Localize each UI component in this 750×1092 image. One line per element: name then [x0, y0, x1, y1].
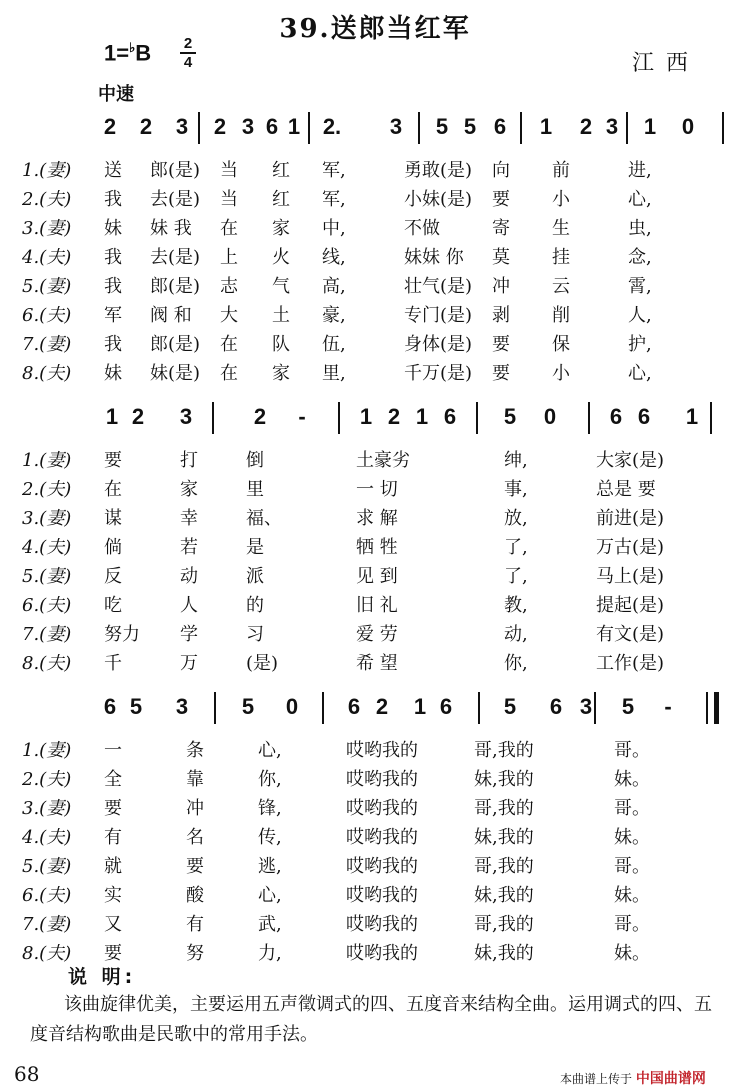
note: 5	[503, 404, 517, 429]
lyric-syllable: 学	[180, 624, 198, 645]
note: 0	[285, 694, 299, 719]
lyric-syllable: 心,	[628, 189, 652, 210]
note: 1	[643, 114, 657, 139]
note: 5	[241, 694, 255, 719]
lyric-syllable: 反	[104, 566, 122, 587]
barline	[322, 692, 324, 724]
lyric-syllable: 哎哟我的	[346, 914, 418, 935]
lyric-syllable: 条	[186, 740, 204, 761]
lyric-syllable: 妹。	[614, 885, 650, 906]
lyric-syllable: 进,	[628, 160, 652, 181]
lyric-syllable: 气	[272, 276, 290, 297]
note: 3	[389, 114, 403, 139]
lyric-syllable: 里	[246, 479, 264, 500]
verse-number: 5.(妻)	[22, 856, 72, 877]
lyric-line	[0, 591, 750, 619]
lyric-syllable: 动	[180, 566, 198, 587]
lyric-syllable: 冲	[492, 276, 510, 297]
verse-number: 3.(妻)	[22, 218, 72, 239]
lyric-syllable: 线,	[322, 247, 346, 268]
lyric-syllable: 就	[104, 856, 122, 877]
note: 6	[265, 114, 279, 139]
lyric-syllable: 家	[272, 218, 290, 239]
lyric-syllable: 红	[272, 160, 290, 181]
note: 0	[543, 404, 557, 429]
verse-number: 4.(夫)	[22, 247, 72, 268]
lyric-syllable: 旧 礼	[356, 595, 398, 616]
page-number: 68	[14, 1062, 40, 1086]
lyric-syllable: 军,	[322, 189, 346, 210]
lyric-syllable: 提起(是)	[596, 595, 665, 616]
lyric-syllable: 阀 和	[150, 305, 192, 326]
key-prefix: 1=	[104, 40, 130, 66]
note: 6	[609, 404, 623, 429]
lyric-syllable: 求 解	[356, 508, 398, 529]
lyric-syllable: 火	[272, 247, 290, 268]
lyric-syllable: 要	[186, 856, 204, 877]
lyric-syllable: 一	[104, 740, 122, 761]
lyric-line	[0, 852, 750, 880]
verse-number: 1.(妻)	[22, 740, 72, 761]
lyric-syllable: 要	[104, 798, 122, 819]
lyric-syllable: 绅,	[504, 450, 528, 471]
note: 3	[241, 114, 255, 139]
lyric-syllable: 习	[246, 624, 264, 645]
note: -	[298, 404, 306, 429]
verse-number: 6.(夫)	[22, 885, 72, 906]
lyric-syllable: 牺 牲	[356, 537, 398, 558]
meter-top: 2	[183, 35, 193, 52]
lyric-line	[0, 736, 750, 764]
barline	[588, 402, 590, 434]
lyric-syllable: 妹。	[614, 827, 650, 848]
tempo-marking: 中速	[98, 84, 134, 105]
lyric-syllable: 妹。	[614, 943, 650, 964]
verse-number: 7.(妻)	[22, 334, 72, 355]
lyric-syllable: 我	[104, 334, 122, 355]
lyric-syllable: 心,	[258, 885, 282, 906]
lyric-syllable: 身体(是)	[404, 334, 473, 355]
lyric-syllable: 哎哟我的	[346, 769, 418, 790]
barline	[706, 692, 708, 724]
note: 0	[681, 114, 695, 139]
lyric-syllable: 哥,我的	[474, 856, 534, 877]
note: 6	[103, 694, 117, 719]
lyric-syllable: 哥,我的	[474, 740, 534, 761]
lyric-syllable: 在	[220, 334, 238, 355]
lyric-syllable: 霄,	[628, 276, 652, 297]
explanation-label: 说 明:	[68, 966, 137, 988]
note: 5	[129, 694, 143, 719]
lyric-syllable: 我	[104, 189, 122, 210]
lyric-line	[0, 446, 750, 474]
lyric-syllable: 小	[552, 363, 570, 384]
lyric-syllable: 我	[104, 276, 122, 297]
verse-number: 3.(妻)	[22, 508, 72, 529]
region-label: 江西	[632, 51, 701, 76]
lyric-syllable: 寄	[492, 218, 510, 239]
verse-number: 5.(妻)	[22, 566, 72, 587]
lyric-syllable: 家	[180, 479, 198, 500]
lyric-line	[0, 881, 750, 909]
lyric-syllable: 力,	[258, 943, 282, 964]
note: 2.	[322, 114, 342, 139]
lyric-syllable: 不做	[404, 218, 440, 239]
lyric-syllable: 哥。	[614, 914, 650, 935]
barline	[626, 112, 628, 144]
lyric-syllable: 护,	[628, 334, 652, 355]
lyric-syllable: 大	[220, 305, 238, 326]
lyric-syllable: 马上(是)	[596, 566, 665, 587]
lyric-syllable: 哥,我的	[474, 798, 534, 819]
note: 1	[287, 114, 301, 139]
lyric-syllable: 壮气(是)	[404, 276, 473, 297]
lyric-syllable: 前	[552, 160, 570, 181]
verse-number: 7.(妻)	[22, 914, 72, 935]
lyric-syllable: 靠	[186, 769, 204, 790]
watermark	[560, 1068, 706, 1088]
note: 6	[549, 694, 563, 719]
lyric-syllable: 锋,	[258, 798, 282, 819]
verse-number: 1.(妻)	[22, 160, 72, 181]
barline	[418, 112, 420, 144]
lyric-syllable: 传,	[258, 827, 282, 848]
lyric-line	[0, 562, 750, 590]
key-tonic: B	[135, 40, 152, 66]
verse-number: 8.(夫)	[22, 943, 72, 964]
lyric-syllable: 专门(是)	[404, 305, 473, 326]
lyric-syllable: 郎(是)	[150, 276, 201, 297]
lyric-line	[0, 823, 750, 851]
verse-number: 4.(夫)	[22, 537, 72, 558]
note: 5	[503, 694, 517, 719]
lyric-syllable: 小	[552, 189, 570, 210]
lyric-syllable: 哥。	[614, 798, 650, 819]
lyric-syllable: 向	[492, 160, 510, 181]
lyric-syllable: 念,	[628, 247, 652, 268]
lyric-syllable: 千	[104, 653, 122, 674]
lyric-syllable: 高,	[322, 276, 346, 297]
lyric-syllable: 妹	[104, 218, 122, 239]
note: 6	[443, 404, 457, 429]
lyric-syllable: 逃,	[258, 856, 282, 877]
time-signature	[178, 36, 198, 70]
lyric-syllable: 工作(是)	[596, 653, 665, 674]
staff-2	[0, 394, 750, 444]
verse-number: 1.(妻)	[22, 450, 72, 471]
lyric-syllable: 有文(是)	[596, 624, 665, 645]
note: 2	[387, 404, 401, 429]
lyric-syllable: 在	[104, 479, 122, 500]
note: 6	[347, 694, 361, 719]
lyric-syllable: 队	[272, 334, 290, 355]
lyric-syllable: 心,	[258, 740, 282, 761]
lyric-syllable: 送	[104, 160, 122, 181]
lyric-line	[0, 533, 750, 561]
note: 3	[605, 114, 619, 139]
lyric-syllable: (是)	[246, 653, 279, 674]
lyric-syllable: 倒	[246, 450, 264, 471]
lyric-syllable: 军	[104, 305, 122, 326]
lyric-syllable: 希 望	[356, 653, 398, 674]
barline	[308, 112, 310, 144]
lyric-line	[0, 649, 750, 677]
lyric-syllable: 福、	[246, 508, 282, 529]
lyric-syllable: 莫	[492, 247, 510, 268]
lyric-line	[0, 359, 750, 387]
lyric-syllable: 土豪劣	[356, 450, 410, 471]
lyric-syllable: 人	[180, 595, 198, 616]
lyric-syllable: 放,	[504, 508, 528, 529]
lyric-syllable: 保	[552, 334, 570, 355]
lyric-syllable: 大家(是)	[596, 450, 665, 471]
note: 3	[579, 694, 593, 719]
note: 1	[359, 404, 373, 429]
key-signature	[104, 40, 151, 66]
verse-number: 6.(夫)	[22, 305, 72, 326]
note: 2	[253, 404, 267, 429]
lyric-syllable: 里,	[322, 363, 346, 384]
lyric-syllable: 伍,	[322, 334, 346, 355]
lyric-syllable: 要	[492, 334, 510, 355]
lyric-syllable: 云	[552, 276, 570, 297]
lyric-syllable: 了,	[504, 566, 528, 587]
lyric-syllable: 郎(是)	[150, 334, 201, 355]
lyric-syllable: 实	[104, 885, 122, 906]
lyric-line	[0, 475, 750, 503]
lyric-syllable: 妹,我的	[474, 827, 534, 848]
lyric-syllable: 心,	[628, 363, 652, 384]
barline	[722, 112, 724, 144]
lyric-syllable: 努力	[104, 624, 140, 645]
lyric-syllable: 万	[180, 653, 198, 674]
note: 5	[621, 694, 635, 719]
lyric-line	[0, 794, 750, 822]
lyric-line	[0, 620, 750, 648]
lyric-syllable: 小妹(是)	[404, 189, 473, 210]
lyric-line	[0, 301, 750, 329]
lyric-syllable: 红	[272, 189, 290, 210]
lyric-syllable: 哎哟我的	[346, 856, 418, 877]
staff-1	[0, 104, 750, 154]
lyric-syllable: 中,	[322, 218, 346, 239]
watermark-brand: 中国曲谱网	[635, 1071, 706, 1087]
lyric-syllable: 万古(是)	[596, 537, 665, 558]
lyric-syllable: 当	[220, 189, 238, 210]
note: 5	[435, 114, 449, 139]
lyric-syllable: 谋	[104, 508, 122, 529]
lyric-syllable: 酸	[186, 885, 204, 906]
note: 1	[105, 404, 119, 429]
lyric-syllable: 的	[246, 595, 264, 616]
note: 3	[175, 694, 189, 719]
note: -	[664, 694, 672, 719]
barline	[710, 402, 712, 434]
lyric-syllable: 在	[220, 363, 238, 384]
note: 1	[415, 404, 429, 429]
lyric-syllable: 努	[186, 943, 204, 964]
barline	[520, 112, 522, 144]
lyric-syllable: 哥,我的	[474, 914, 534, 935]
lyric-syllable: 生	[552, 218, 570, 239]
lyric-syllable: 全	[104, 769, 122, 790]
note: 5	[463, 114, 477, 139]
lyric-syllable: 你,	[504, 653, 528, 674]
barline	[338, 402, 340, 434]
lyric-line	[0, 272, 750, 300]
verse-number: 4.(夫)	[22, 827, 72, 848]
lyric-syllable: 妹	[104, 363, 122, 384]
lyric-syllable: 要	[104, 943, 122, 964]
barline	[478, 692, 480, 724]
lyric-syllable: 吃	[104, 595, 122, 616]
lyric-syllable: 我	[104, 247, 122, 268]
lyric-syllable: 了,	[504, 537, 528, 558]
verse-number: 7.(妻)	[22, 624, 72, 645]
lyric-syllable: 妹,我的	[474, 943, 534, 964]
lyric-syllable: 妹 我	[150, 218, 192, 239]
lyric-syllable: 挂	[552, 247, 570, 268]
lyric-syllable: 哥。	[614, 740, 650, 761]
lyric-syllable: 豪,	[322, 305, 346, 326]
lyric-syllable: 武,	[258, 914, 282, 935]
lyric-syllable: 哎哟我的	[346, 943, 418, 964]
lyric-syllable: 教,	[504, 595, 528, 616]
lyric-syllable: 要	[104, 450, 122, 471]
lyric-syllable: 勇敢(是)	[404, 160, 473, 181]
note: 2	[375, 694, 389, 719]
lyric-syllable: 志	[220, 276, 238, 297]
lyric-syllable: 事,	[504, 479, 528, 500]
note: 6	[493, 114, 507, 139]
verse-number: 5.(妻)	[22, 276, 72, 297]
note: 2	[131, 404, 145, 429]
explanation-text: 该曲旋律优美，主要运用五声徵调式的四、五度音来结构全曲。运用调式的四、五度音结构歌曲是民歌中的常用手法。	[30, 994, 712, 1045]
lyric-syllable: 哎哟我的	[346, 827, 418, 848]
lyric-syllable: 哎哟我的	[346, 885, 418, 906]
barline	[212, 402, 214, 434]
lyric-line	[0, 330, 750, 358]
lyric-syllable: 冲	[186, 798, 204, 819]
lyric-syllable: 爱 劳	[356, 624, 398, 645]
note: 2	[213, 114, 227, 139]
barline	[714, 692, 719, 724]
note: 1	[685, 404, 699, 429]
lyric-syllable: 在	[220, 218, 238, 239]
lyric-syllable: 去(是)	[150, 247, 201, 268]
lyric-syllable: 要	[492, 363, 510, 384]
lyric-syllable: 千万(是)	[404, 363, 473, 384]
lyric-syllable: 动,	[504, 624, 528, 645]
lyric-syllable: 妹妹 你	[404, 247, 464, 268]
lyric-syllable: 总是 要	[596, 479, 656, 500]
verse-number: 2.(夫)	[22, 479, 72, 500]
lyric-syllable: 上	[220, 247, 238, 268]
lyric-syllable: 妹,我的	[474, 885, 534, 906]
barline	[198, 112, 200, 144]
lyric-syllable: 妹(是)	[150, 363, 201, 384]
verse-number: 6.(夫)	[22, 595, 72, 616]
lyric-syllable: 家	[272, 363, 290, 384]
lyric-syllable: 人,	[628, 305, 652, 326]
lyric-syllable: 哎哟我的	[346, 740, 418, 761]
flat-sign: ♭	[129, 40, 136, 55]
note: 2	[579, 114, 593, 139]
lyric-syllable: 哥。	[614, 856, 650, 877]
note: 2	[139, 114, 153, 139]
lyric-syllable: 一 切	[356, 479, 398, 500]
verse-number: 2.(夫)	[22, 189, 72, 210]
lyric-syllable: 名	[186, 827, 204, 848]
verse-number: 8.(夫)	[22, 363, 72, 384]
lyric-line	[0, 214, 750, 242]
watermark-text: 本曲谱上传于	[560, 1072, 633, 1086]
lyric-syllable: 哎哟我的	[346, 798, 418, 819]
lyric-syllable: 是	[246, 537, 264, 558]
lyric-syllable: 派	[246, 566, 264, 587]
lyric-syllable: 见 到	[356, 566, 398, 587]
lyric-syllable: 土	[272, 305, 290, 326]
lyric-syllable: 去(是)	[150, 189, 201, 210]
lyric-syllable: 打	[180, 450, 198, 471]
lyric-syllable: 当	[220, 160, 238, 181]
lyric-syllable: 军,	[322, 160, 346, 181]
lyric-syllable: 妹。	[614, 769, 650, 790]
lyric-syllable: 有	[186, 914, 204, 935]
lyric-line	[0, 504, 750, 532]
lyric-line	[0, 243, 750, 271]
barline	[476, 402, 478, 434]
song-title: 39.送郎当红军	[279, 14, 471, 44]
note: 1	[413, 694, 427, 719]
lyric-syllable: 削	[552, 305, 570, 326]
barline	[214, 692, 216, 724]
note: 2	[103, 114, 117, 139]
lyric-syllable: 要	[492, 189, 510, 210]
note: 3	[175, 114, 189, 139]
lyric-syllable: 倘	[104, 537, 122, 558]
note: 3	[179, 404, 193, 429]
lyric-syllable: 你,	[258, 769, 282, 790]
verse-number: 3.(妻)	[22, 798, 72, 819]
lyric-line	[0, 910, 750, 938]
lyric-syllable: 剥	[492, 305, 510, 326]
lyric-syllable: 妹,我的	[474, 769, 534, 790]
verse-number: 8.(夫)	[22, 653, 72, 674]
barline	[594, 692, 596, 724]
lyric-syllable: 有	[104, 827, 122, 848]
meter-bottom: 4	[183, 54, 193, 71]
lyric-syllable: 又	[104, 914, 122, 935]
lyric-syllable: 前进(是)	[596, 508, 665, 529]
lyric-line	[0, 185, 750, 213]
lyric-syllable: 幸	[180, 508, 198, 529]
lyric-syllable: 虫,	[628, 218, 652, 239]
verse-number: 2.(夫)	[22, 769, 72, 790]
lyric-line	[0, 765, 750, 793]
lyric-syllable: 郎(是)	[150, 160, 201, 181]
note: 1	[539, 114, 553, 139]
note: 6	[439, 694, 453, 719]
lyric-line	[0, 156, 750, 184]
staff-3	[0, 684, 750, 734]
lyric-syllable: 若	[180, 537, 198, 558]
note: 6	[637, 404, 651, 429]
